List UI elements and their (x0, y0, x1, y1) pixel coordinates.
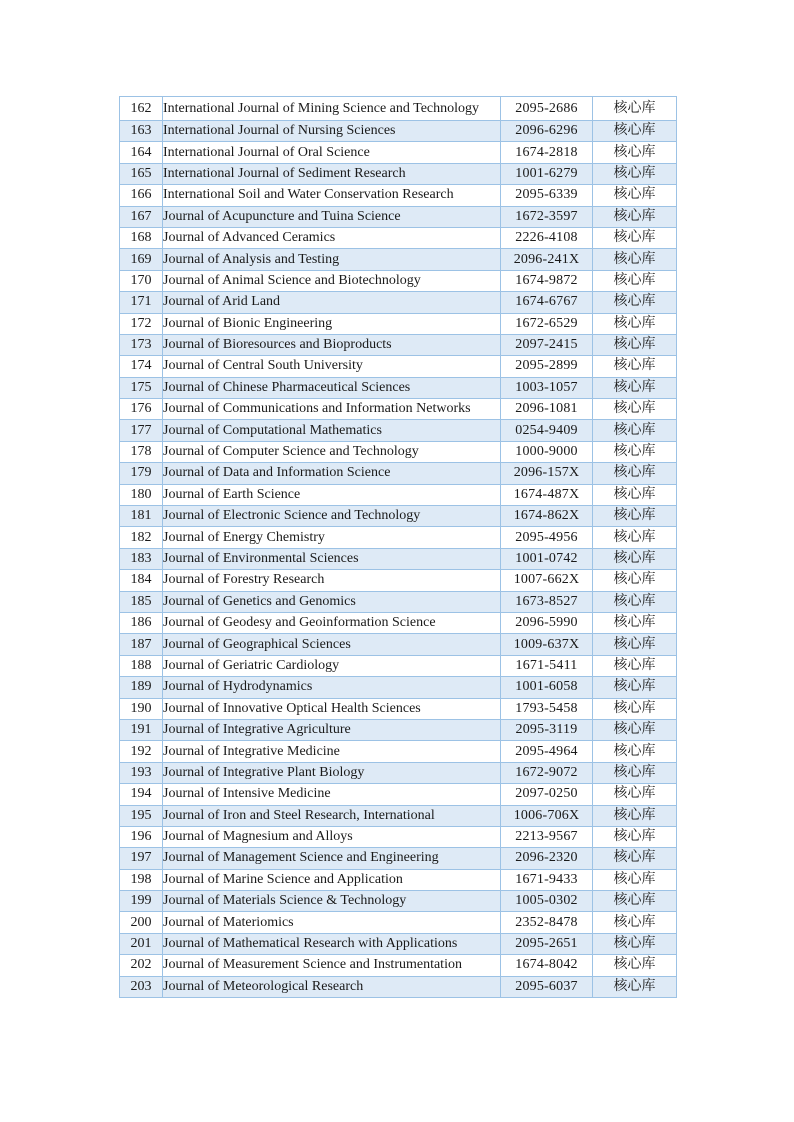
collection-tag-cell: 核心库 (593, 634, 677, 655)
journal-name-cell: Journal of Energy Chemistry (163, 527, 501, 548)
row-number-cell: 164 (120, 142, 163, 163)
row-number-cell: 198 (120, 869, 163, 890)
journal-name-cell: Journal of Management Science and Engineering (163, 848, 501, 869)
journal-name-cell: Journal of Bioresources and Bioproducts (163, 334, 501, 355)
journal-name-cell: Journal of Geographical Sciences (163, 634, 501, 655)
issn-cell: 1671-5411 (501, 655, 593, 676)
collection-tag-cell: 核心库 (593, 270, 677, 291)
journal-name-cell: Journal of Analysis and Testing (163, 249, 501, 270)
journal-name-cell: International Journal of Sediment Research (163, 163, 501, 184)
journal-name-cell: Journal of Materiomics (163, 912, 501, 933)
collection-tag-cell: 核心库 (593, 570, 677, 591)
table-row (120, 227, 677, 248)
issn-cell: 2213-9567 (501, 826, 593, 847)
table-row (120, 955, 677, 976)
row-number-cell: 177 (120, 420, 163, 441)
journal-name-cell: Journal of Materials Science & Technology (163, 891, 501, 912)
collection-tag-cell: 核心库 (593, 548, 677, 569)
journal-name-cell: Journal of Integrative Plant Biology (163, 762, 501, 783)
row-number-cell: 196 (120, 826, 163, 847)
collection-tag-cell: 核心库 (593, 463, 677, 484)
row-number-cell: 189 (120, 677, 163, 698)
row-number-cell: 197 (120, 848, 163, 869)
table-row (120, 142, 677, 163)
collection-tag-cell: 核心库 (593, 484, 677, 505)
table-row (120, 698, 677, 719)
journal-name-cell: Journal of Electronic Science and Technology (163, 506, 501, 527)
journal-name-cell: Journal of Data and Information Science (163, 463, 501, 484)
collection-tag-cell: 核心库 (593, 826, 677, 847)
table-row (120, 377, 677, 398)
row-number-cell: 195 (120, 805, 163, 826)
journal-name-cell: Journal of Chinese Pharmaceutical Sciences (163, 377, 501, 398)
journal-name-cell: Journal of Iron and Steel Research, International (163, 805, 501, 826)
row-number-cell: 168 (120, 227, 163, 248)
row-number-cell: 203 (120, 976, 163, 997)
issn-cell: 1001-6058 (501, 677, 593, 698)
table-row (120, 805, 677, 826)
row-number-cell: 193 (120, 762, 163, 783)
issn-cell: 2096-5990 (501, 612, 593, 633)
table-row (120, 677, 677, 698)
issn-cell: 1674-9872 (501, 270, 593, 291)
journal-name-cell: Journal of Magnesium and Alloys (163, 826, 501, 847)
issn-cell: 1673-8527 (501, 591, 593, 612)
issn-cell: 1672-6529 (501, 313, 593, 334)
issn-cell: 2095-4964 (501, 741, 593, 762)
issn-cell: 1001-6279 (501, 163, 593, 184)
journal-name-cell: Journal of Genetics and Genomics (163, 591, 501, 612)
table-row (120, 976, 677, 997)
row-number-cell: 180 (120, 484, 163, 505)
issn-cell: 1009-637X (501, 634, 593, 655)
issn-cell: 0254-9409 (501, 420, 593, 441)
row-number-cell: 194 (120, 784, 163, 805)
collection-tag-cell: 核心库 (593, 741, 677, 762)
issn-cell: 2096-157X (501, 463, 593, 484)
collection-tag-cell: 核心库 (593, 762, 677, 783)
issn-cell: 2096-1081 (501, 399, 593, 420)
row-number-cell: 201 (120, 933, 163, 954)
table-row (120, 249, 677, 270)
issn-cell: 1674-6767 (501, 292, 593, 313)
collection-tag-cell: 核心库 (593, 933, 677, 954)
journal-name-cell: Journal of Integrative Medicine (163, 741, 501, 762)
collection-tag-cell: 核心库 (593, 399, 677, 420)
row-number-cell: 191 (120, 719, 163, 740)
table-row (120, 933, 677, 954)
issn-cell: 2095-6037 (501, 976, 593, 997)
issn-cell: 1006-706X (501, 805, 593, 826)
table-row (120, 399, 677, 420)
journal-name-cell: Journal of Measurement Science and Instrumentation (163, 955, 501, 976)
table-row (120, 334, 677, 355)
issn-cell: 2095-6339 (501, 185, 593, 206)
collection-tag-cell: 核心库 (593, 848, 677, 869)
collection-tag-cell: 核心库 (593, 955, 677, 976)
collection-tag-cell: 核心库 (593, 121, 677, 142)
collection-tag-cell: 核心库 (593, 869, 677, 890)
journal-name-cell: International Journal of Mining Science and Technology (163, 97, 501, 121)
row-number-cell: 173 (120, 334, 163, 355)
journal-name-cell: Journal of Meteorological Research (163, 976, 501, 997)
issn-cell: 1001-0742 (501, 548, 593, 569)
journal-name-cell: International Soil and Water Conservation Research (163, 185, 501, 206)
row-number-cell: 172 (120, 313, 163, 334)
journal-name-cell: Journal of Computer Science and Technology (163, 441, 501, 462)
row-number-cell: 169 (120, 249, 163, 270)
journal-name-cell: Journal of Earth Science (163, 484, 501, 505)
table-row (120, 869, 677, 890)
row-number-cell: 163 (120, 121, 163, 142)
row-number-cell: 166 (120, 185, 163, 206)
row-number-cell: 185 (120, 591, 163, 612)
issn-cell: 2095-4956 (501, 527, 593, 548)
collection-tag-cell: 核心库 (593, 163, 677, 184)
journal-name-cell: Journal of Bionic Engineering (163, 313, 501, 334)
row-number-cell: 175 (120, 377, 163, 398)
issn-cell: 2352-8478 (501, 912, 593, 933)
collection-tag-cell: 核心库 (593, 912, 677, 933)
issn-cell: 2095-2651 (501, 933, 593, 954)
issn-cell: 1007-662X (501, 570, 593, 591)
row-number-cell: 188 (120, 655, 163, 676)
table-row (120, 826, 677, 847)
issn-cell: 2097-2415 (501, 334, 593, 355)
row-number-cell: 176 (120, 399, 163, 420)
table-row (120, 741, 677, 762)
table-row (120, 591, 677, 612)
collection-tag-cell: 核心库 (593, 185, 677, 206)
table-row (120, 484, 677, 505)
table-row (120, 634, 677, 655)
journal-name-cell: Journal of Intensive Medicine (163, 784, 501, 805)
journal-name-cell: International Journal of Nursing Sciences (163, 121, 501, 142)
collection-tag-cell: 核心库 (593, 313, 677, 334)
table-row (120, 891, 677, 912)
table-row (120, 912, 677, 933)
journal-table (119, 96, 677, 998)
collection-tag-cell: 核心库 (593, 677, 677, 698)
journal-name-cell: Journal of Integrative Agriculture (163, 719, 501, 740)
row-number-cell: 200 (120, 912, 163, 933)
table-row (120, 548, 677, 569)
row-number-cell: 162 (120, 97, 163, 121)
row-number-cell: 192 (120, 741, 163, 762)
table-row (120, 97, 677, 121)
collection-tag-cell: 核心库 (593, 334, 677, 355)
collection-tag-cell: 核心库 (593, 612, 677, 633)
journal-name-cell: Journal of Environmental Sciences (163, 548, 501, 569)
issn-cell: 2096-6296 (501, 121, 593, 142)
collection-tag-cell: 核心库 (593, 356, 677, 377)
issn-cell: 1674-8042 (501, 955, 593, 976)
collection-tag-cell: 核心库 (593, 591, 677, 612)
issn-cell: 1672-3597 (501, 206, 593, 227)
collection-tag-cell: 核心库 (593, 377, 677, 398)
issn-cell: 1003-1057 (501, 377, 593, 398)
collection-tag-cell: 核心库 (593, 97, 677, 121)
collection-tag-cell: 核心库 (593, 698, 677, 719)
journal-name-cell: International Journal of Oral Science (163, 142, 501, 163)
issn-cell: 1674-487X (501, 484, 593, 505)
table-row (120, 762, 677, 783)
collection-tag-cell: 核心库 (593, 527, 677, 548)
table-row (120, 356, 677, 377)
row-number-cell: 199 (120, 891, 163, 912)
journal-name-cell: Journal of Marine Science and Application (163, 869, 501, 890)
row-number-cell: 181 (120, 506, 163, 527)
table-row (120, 270, 677, 291)
collection-tag-cell: 核心库 (593, 784, 677, 805)
issn-cell: 2095-2686 (501, 97, 593, 121)
issn-cell: 2226-4108 (501, 227, 593, 248)
table-row (120, 570, 677, 591)
row-number-cell: 190 (120, 698, 163, 719)
row-number-cell: 171 (120, 292, 163, 313)
table-row (120, 527, 677, 548)
journal-name-cell: Journal of Communications and Information Networks (163, 399, 501, 420)
journal-name-cell: Journal of Mathematical Research with Applications (163, 933, 501, 954)
collection-tag-cell: 核心库 (593, 227, 677, 248)
row-number-cell: 178 (120, 441, 163, 462)
issn-cell: 2097-0250 (501, 784, 593, 805)
table-row (120, 292, 677, 313)
journal-name-cell: Journal of Central South University (163, 356, 501, 377)
collection-tag-cell: 核心库 (593, 891, 677, 912)
row-number-cell: 179 (120, 463, 163, 484)
collection-tag-cell: 核心库 (593, 142, 677, 163)
table-row (120, 612, 677, 633)
issn-cell: 1005-0302 (501, 891, 593, 912)
collection-tag-cell: 核心库 (593, 441, 677, 462)
journal-name-cell: Journal of Forestry Research (163, 570, 501, 591)
table-row (120, 163, 677, 184)
table-row (120, 463, 677, 484)
table-row (120, 185, 677, 206)
collection-tag-cell: 核心库 (593, 976, 677, 997)
collection-tag-cell: 核心库 (593, 206, 677, 227)
issn-cell: 1000-9000 (501, 441, 593, 462)
collection-tag-cell: 核心库 (593, 655, 677, 676)
table-row (120, 848, 677, 869)
collection-tag-cell: 核心库 (593, 292, 677, 313)
journal-name-cell: Journal of Computational Mathematics (163, 420, 501, 441)
issn-cell: 1793-5458 (501, 698, 593, 719)
journal-name-cell: Journal of Animal Science and Biotechnology (163, 270, 501, 291)
row-number-cell: 187 (120, 634, 163, 655)
collection-tag-cell: 核心库 (593, 719, 677, 740)
collection-tag-cell: 核心库 (593, 805, 677, 826)
table-row (120, 441, 677, 462)
journal-name-cell: Journal of Hydrodynamics (163, 677, 501, 698)
collection-tag-cell: 核心库 (593, 506, 677, 527)
table-row (120, 655, 677, 676)
row-number-cell: 183 (120, 548, 163, 569)
row-number-cell: 170 (120, 270, 163, 291)
issn-cell: 1674-2818 (501, 142, 593, 163)
issn-cell: 2095-2899 (501, 356, 593, 377)
issn-cell: 2096-2320 (501, 848, 593, 869)
issn-cell: 2095-3119 (501, 719, 593, 740)
issn-cell: 1671-9433 (501, 869, 593, 890)
table-row (120, 784, 677, 805)
journal-name-cell: Journal of Geodesy and Geoinformation Science (163, 612, 501, 633)
journal-name-cell: Journal of Innovative Optical Health Sciences (163, 698, 501, 719)
row-number-cell: 167 (120, 206, 163, 227)
journal-name-cell: Journal of Acupuncture and Tuina Science (163, 206, 501, 227)
row-number-cell: 174 (120, 356, 163, 377)
journal-name-cell: Journal of Geriatric Cardiology (163, 655, 501, 676)
issn-cell: 1674-862X (501, 506, 593, 527)
row-number-cell: 184 (120, 570, 163, 591)
table-row (120, 121, 677, 142)
journal-name-cell: Journal of Arid Land (163, 292, 501, 313)
journal-name-cell: Journal of Advanced Ceramics (163, 227, 501, 248)
collection-tag-cell: 核心库 (593, 420, 677, 441)
issn-cell: 1672-9072 (501, 762, 593, 783)
row-number-cell: 186 (120, 612, 163, 633)
table-row (120, 420, 677, 441)
row-number-cell: 165 (120, 163, 163, 184)
table-row (120, 313, 677, 334)
table-row (120, 506, 677, 527)
table-row (120, 719, 677, 740)
row-number-cell: 202 (120, 955, 163, 976)
collection-tag-cell: 核心库 (593, 249, 677, 270)
row-number-cell: 182 (120, 527, 163, 548)
table-row (120, 206, 677, 227)
issn-cell: 2096-241X (501, 249, 593, 270)
